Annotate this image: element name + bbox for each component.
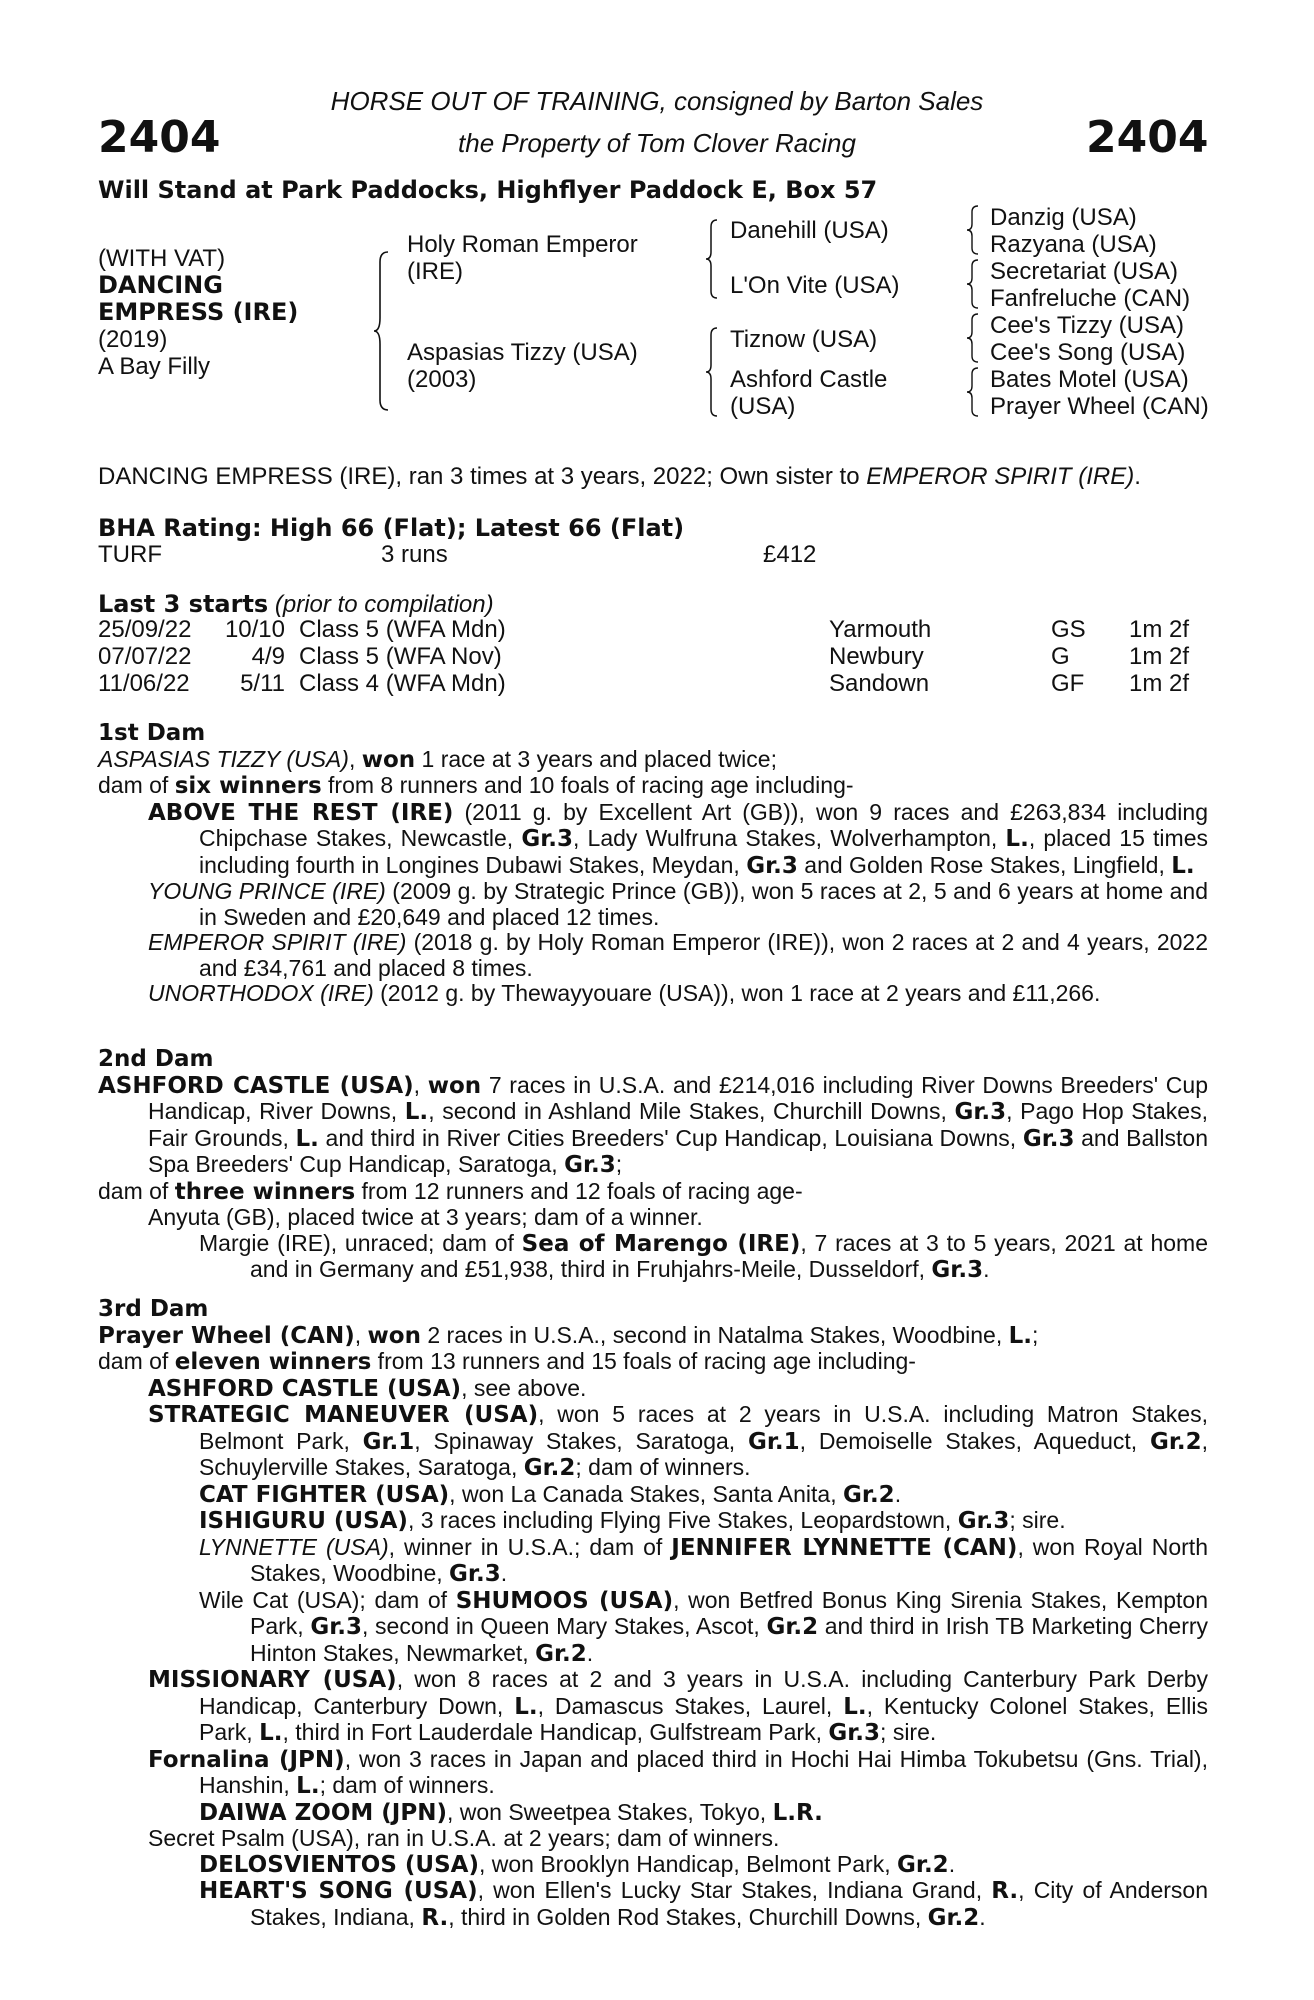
pedigree-brace-gg2: [966, 258, 980, 310]
first-dam-section: 1st Dam ASPASIAS TIZZY (USA), won 1 race at 3 years and placed twice; dam of six winners from 8 runners and 10 foals of racing age including- ABOVE THE REST (IRE) (2011 g. by Excellent Art (GB)), won 9 races and £263,834 including Chipchase Stakes, Newcastle, Gr.3, Lady Wulfruna Stakes, Wolverhampton, L., placed 15 times including fourth in Longines Dubawi Stakes, Meydan, Gr.3 and Golden Rose Stakes, Lingfield, L. YOUNG PRINCE (IRE) (2009 g. by Strategic Prince (GB)), won 5 races at 2, 5 and 6 years at home and in Sweden and £20,649 and placed 12 times. EMPEROR SPIRIT (IRE) (2018 g. by Holy Roman Emperor (IRE)), won 2 races at 2 and 4 years, 2022 and £34,761 and placed 8 times. UNORTHODOX (IRE) (2012 g. by Thewayyouare (USA)), won 1 race at 2 years and £11,266.: [98, 720, 1208, 1006]
pedigree-brace-main: [372, 248, 392, 414]
list-item: DELOSVIENTOS (USA), won Brooklyn Handicap, Belmont Park, Gr.2.: [199, 1850, 956, 1878]
lot-number-left: 2404: [98, 112, 221, 163]
list-item: EMPEROR SPIRIT (IRE) (2018 g. by Holy Roman Emperor (IRE)), won 2 races at 2 and 4 years, 2022 and £34,761 and placed 8 times.: [148, 929, 1208, 981]
section-heading: 2nd Dam: [98, 1046, 214, 1072]
list-item: YOUNG PRINCE (IRE) (2009 g. by Strategic Prince (GB)), won 5 races at 2, 5 and 6 years at home and in Sweden and £20,649 and placed 12 times.: [148, 878, 1208, 930]
rating-earnings: £412: [763, 541, 817, 568]
grandsire-4a: Ashford Castle: [730, 366, 888, 393]
list-item: STRATEGIC MANEUVER (USA), won 5 races at 2 years in U.S.A. including Matron Stakes, Belmont Park, Gr.1, Spinaway Stakes, Saratoga, Gr.1, Demoiselle Stakes, Aqueduct, Gr.2, Schuylerville Stakes, Saratoga, Gr.2; dam of winners.: [148, 1401, 1209, 1481]
pedigree-brace-sire: [704, 218, 720, 300]
dam-name: Aspasias Tizzy (USA): [407, 339, 638, 366]
ggs-5: Cee's Tizzy (USA): [990, 312, 1184, 339]
ggs-3: Secretariat (USA): [990, 258, 1179, 285]
grandsire-1: Danehill (USA): [730, 217, 889, 244]
starts-table: [98, 616, 1208, 697]
ggs-2: Razyana (USA): [990, 231, 1157, 258]
pedigree-brace-gg1: [966, 204, 980, 256]
header-property-line: the Property of Tom Clover Racing: [458, 128, 856, 158]
list-item: Anyuta (GB), placed twice at 3 years; dam of a winner.: [148, 1204, 703, 1230]
bha-rating: BHA Rating: High 66 (Flat); Latest 66 (Flat): [98, 514, 685, 542]
rating-surface: TURF: [98, 541, 162, 568]
list-item: LYNNETTE (USA), winner in U.S.A.; dam of JENNIFER LYNNETTE (CAN), won Royal North Stakes, Woodbine, Gr.3.: [199, 1533, 1208, 1587]
third-dam-section: 3rd Dam Prayer Wheel (CAN), won 2 races in U.S.A., second in Natalma Stakes, Woodbine, L.; dam of eleven winners from 13 runners and 15 foals of racing age including- ASHFORD CASTLE (USA), see above. STRATEGIC MANEUVER (USA), won 5 races at 2 years in U.S.A. including Matron Stakes, Belmont Park, Gr.1, Spinaway Stakes, Saratoga, Gr.1, Demoiselle Stakes, Aqueduct, Gr.2, Schuylerville Stakes, Saratoga, Gr.2; dam of winners. CAT FIGHTER (USA), won La Canada Stakes, Santa Anita, Gr.2. ISHIGURU (USA), 3 races including Flying Five Stakes, Leopardstown, Gr.3; sire. LYNNETTE (USA), winner in U.S.A.; dam of JENNIFER LYNNETTE (CAN), won Royal North Stakes, Woodbine, Gr.3. Wile Cat (USA); dam of SHUMOOS (USA), won Betfred Bonus King Sirenia Stakes, Kempton Park, Gr.3, second in Queen Mary Stakes, Ascot, Gr.2 and third in Irish TB Marketing Cherry Hinton Stakes, Newmarket, Gr.2. MISSIONARY (USA), won 8 races at 2 and 3 years in U.S.A. including Canterbury Park Derby Handicap, Canterbury Down, L., Damascus Stakes, Laurel, L., Kentucky Colonel Stakes, Ellis Park, L., third in Fort Lauderdale Handicap, Gulfstream Park, Gr.3; sire. Fornalina (JPN), won 3 races in Japan and placed third in Hochi Hai Himba Tokubetsu (Gns. Trial), Hanshin, L.; dam of winners. DAIWA ZOOM (JPN), won Sweetpea Stakes, Tokyo, L.R. Secret Psalm (USA), ran in U.S.A. at 2 years; dam of winners. DELOSVIENTOS (USA), won Brooklyn Handicap, Belmont Park, Gr.2. HEART'S SONG (USA), won Ellen's Lucky Star Stakes, Indiana Grand, R., City of Anderson Stakes, Indiana, R., third in Golden Rod Stakes, Churchill Downs, Gr.2.: [98, 1296, 1209, 1931]
rating-runs: 3 runs: [381, 541, 448, 568]
second-dam-section: 2nd Dam ASHFORD CASTLE (USA), won 7 races in U.S.A. and £214,016 including River Downs Breeders' Cup Handicap, River Downs, L., second in Ashland Mile Stakes, Churchill Downs, Gr.3, Pago Hop Stakes, Fair Grounds, L. and third in River Cities Breeders' Cup Handicap, Louisiana Downs, Gr.3 and Ballston Spa Breeders' Cup Handicap, Saratoga, Gr.3; dam of three winners from 12 runners and 12 foals of racing age- Anyuta (GB), placed twice at 3 years; dam of a winner. Margie (IRE), unraced; dam of Sea of Marengo (IRE), 7 races at 3 to 5 years, 2021 at home and in Germany and £51,938, third in Fruhjahrs-Meile, Dusseldorf, Gr.3.: [98, 1046, 1208, 1283]
ggs-6: Cee's Song (USA): [990, 339, 1186, 366]
sire-country: (IRE): [407, 258, 463, 285]
list-item: CAT FIGHTER (USA), won La Canada Stakes, Santa Anita, Gr.2.: [199, 1480, 902, 1508]
list-item: HEART'S SONG (USA), won Ellen's Lucky Star Stakes, Indiana Grand, R., City of Anderson Stakes, Indiana, R., third in Golden Rod Stakes, Churchill Downs, Gr.2.: [199, 1877, 1208, 1931]
table-row: 25/09/22 10/10 Class 5 (WFA Mdn) Yarmouth GS 1m 2f: [98, 616, 1190, 643]
list-item: Fornalina (JPN), won 3 races in Japan and placed third in Hochi Hai Himba Tokubetsu (Gns. Trial), Hanshin, L.; dam of winners.: [148, 1745, 1208, 1799]
pedigree-brace-gg4: [966, 366, 980, 418]
list-item: ASHFORD CASTLE (USA), see above.: [148, 1374, 587, 1402]
list-item: Secret Psalm (USA), ran in U.S.A. at 2 years; dam of winners.: [148, 1825, 780, 1851]
list-item: ISHIGURU (USA), 3 races including Flying Five Stakes, Leopardstown, Gr.3; sire.: [199, 1507, 1066, 1534]
horse-name-line1: DANCING: [98, 271, 223, 299]
pedigree-brace-dam: [704, 326, 720, 418]
vat-note: (WITH VAT): [98, 245, 226, 272]
ggs-4: Fanfreluche (CAN): [990, 285, 1191, 312]
table-row: 07/07/22 4/9 Class 5 (WFA Nov) Newbury G 1m 2f: [98, 643, 1190, 670]
section-heading: 1st Dam: [98, 720, 206, 746]
lot-number-right: 2404: [1086, 112, 1209, 163]
ggs-7: Bates Motel (USA): [990, 366, 1189, 393]
dam-year: (2003): [407, 366, 477, 393]
ggs-1: Danzig (USA): [990, 204, 1137, 231]
list-item: Wile Cat (USA); dam of SHUMOOS (USA), won Betfred Bonus King Sirenia Stakes, Kempton Park, Gr.3, second in Queen Mary Stakes, Ascot, Gr.2 and third in Irish TB Marketing Cherry Hinton Stakes, Newmarket, Gr.2.: [199, 1586, 1209, 1667]
section-heading: 3rd Dam: [98, 1296, 209, 1322]
header-consignor-line: HORSE OUT OF TRAINING, consigned by Barton Sales: [330, 86, 984, 116]
stand-location: Will Stand at Park Paddocks, Highflyer Paddock E, Box 57: [98, 176, 878, 204]
list-item: MISSIONARY (USA), won 8 races at 2 and 3 years in U.S.A. including Canterbury Park Derby Handicap, Canterbury Down, L., Damascus Stakes, Laurel, L., Kentucky Colonel Stakes, Ellis Park, L., third in Fort Lauderdale Handicap, Gulfstream Park, Gr.3; sire.: [148, 1666, 1208, 1746]
list-item: DAIWA ZOOM (JPN), won Sweetpea Stakes, Tokyo, L.R.: [199, 1798, 823, 1826]
sire-name: Holy Roman Emperor: [407, 231, 638, 258]
horse-name-line2: EMPRESS (IRE): [98, 298, 299, 326]
horse-year: (2019): [98, 326, 168, 353]
table-row: 11/06/22 5/11 Class 4 (WFA Mdn) Sandown GF 1m 2f: [98, 670, 1190, 697]
grandsire-3: Tiznow (USA): [730, 326, 878, 353]
last-starts-title: Last 3 starts (prior to compilation): [98, 590, 494, 618]
ggs-8: Prayer Wheel (CAN): [990, 393, 1209, 420]
grandsire-2: L'On Vite (USA): [730, 272, 900, 299]
list-item: ABOVE THE REST (IRE) (2011 g. by Excellent Art (GB)), won 9 races and £263,834 including Chipchase Stakes, Newcastle, Gr.3, Lady Wulfruna Stakes, Wolverhampton, L., placed 15 times including fourth in Longines Dubawi Stakes, Meydan, Gr.3 and Golden Rose Stakes, Lingfield, L.: [148, 798, 1208, 879]
list-item: UNORTHODOX (IRE) (2012 g. by Thewayyouare (USA)), won 1 race at 2 years and £11,266.: [148, 980, 1101, 1006]
horse-description: A Bay Filly: [98, 353, 211, 380]
grandsire-4b: (USA): [730, 393, 796, 420]
summary-line: DANCING EMPRESS (IRE), ran 3 times at 3 years, 2022; Own sister to EMPEROR SPIRIT (IRE).: [98, 463, 1141, 490]
pedigree-brace-gg3: [966, 312, 980, 364]
list-item: Margie (IRE), unraced; dam of Sea of Marengo (IRE), 7 races at 3 to 5 years, 2021 at home and in Germany and £51,938, third in Fruhjahrs-Meile, Dusseldorf, Gr.3.: [199, 1229, 1208, 1283]
